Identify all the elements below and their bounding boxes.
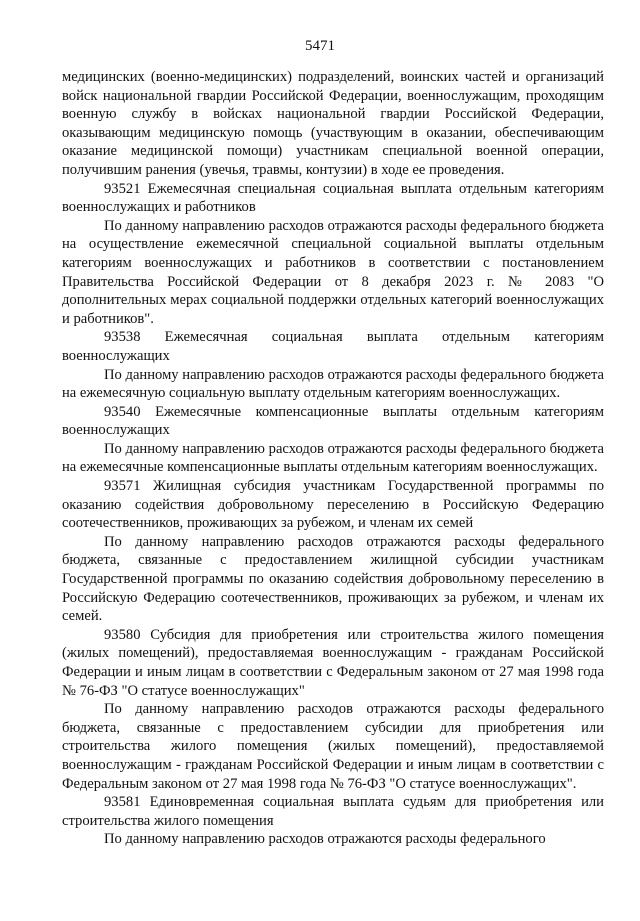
paragraph: По данному направлению расходов отражаются расходы федерального бюджета на ежемесячные компенсационные выплаты отдельным категориям военнослужащих. (62, 440, 604, 476)
section-heading: 93571 Жилищная субсидия участникам Государственной программы по оказанию содействия добровольному переселению в Российскую Федерацию соотечественников, проживающих за рубежом, и членам их семей (62, 478, 604, 532)
section-heading: 93580 Субсидия для приобретения или строительства жилого помещения (жилых помещений), предоставляемая военнослужащим - гражданам Российской Федерации и иным лицам в соответствии с Федеральным законом от 27 мая 1998 года № 76-ФЗ "О статусе военнослужащих" (62, 626, 604, 699)
paragraph: медицинских (военно-медицинских) подразделений, воинских частей и организаций войск национальной гвардии Российской Федерации, военнослужащим, проходящим военную службу в войсках национальной гвардии Российской Федерации, оказывающим медицинскую помощь (участвующим в оказании, обеспечивающим оказание медицинской помощи) участникам специальной военной операции, получившим ранения (увечья, травмы, контузии) в ходе ее проведения. (62, 69, 604, 178)
section-heading: 93581 Единовременная социальная выплата судьям для приобретения или строительства жилого помещения (62, 794, 604, 829)
paragraph: По данному направлению расходов отражаются расходы федерального бюджета, связанные с предоставлением жилищной субсидии участникам Государственной программы по оказанию содействия добровольному переселению в Российскую Федерацию соотечественников, проживающих за рубежом, и членам их семей. (62, 533, 604, 625)
section-heading: 93521 Ежемесячная специальная социальная выплата отдельным категориям военнослужащих и работников (62, 180, 604, 216)
paragraph: По данному направлению расходов отражаются расходы федерального (104, 831, 546, 848)
paragraph: По данному направлению расходов отражаются расходы федерального бюджета, связанные с предоставлением субсидии для приобретения или строительства жилого помещения (жилых помещений), предоставляемой военнослужащим - гражданам Российской Федерации и иным лицам в соответствии с Федеральным законом от 27 мая 1998 года № 76-ФЗ "О статусе военнослужащих". (62, 701, 604, 792)
page-number: 5471 (305, 38, 335, 54)
section-heading: 93538 Ежемесячная социальная выплата отдельным категориям военнослужащих (62, 329, 604, 364)
document-body (62, 68, 604, 849)
section-heading: 93540 Ежемесячные компенсационные выплаты отдельным категориям военнослужащих (62, 403, 604, 439)
paragraph: По данному направлению расходов отражаются расходы федерального бюджета на ежемесячную социальную выплату отдельным категориям военнослужащих. (62, 366, 604, 402)
paragraph: По данному направлению расходов отражаются расходы федерального бюджета на осуществление ежемесячной специальной социальной выплаты отдельным категориям военнослужащих и работников в соответствии с постановлением Правительства Российской Федерации от 8 декабря 2023 г. № 2083 "О дополнительных мерах социальной поддержки отдельных категорий военнослужащих и работников". (62, 217, 604, 327)
